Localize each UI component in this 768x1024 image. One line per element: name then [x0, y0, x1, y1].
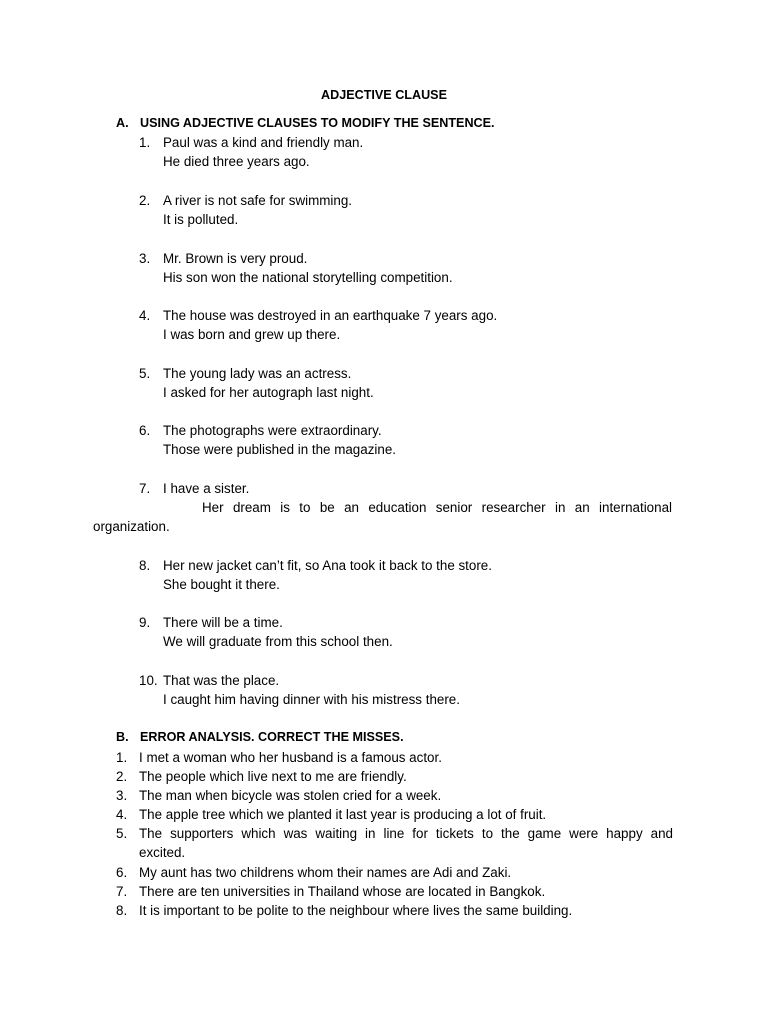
item-sentence-2: Those were published in the magazine. [163, 442, 396, 457]
item-sentence: The apple tree which we planted it last year is producing a lot of fruit. [139, 807, 547, 822]
section-a-heading [116, 116, 495, 130]
item-number: 7. [116, 884, 128, 899]
item-number: 6. [139, 423, 151, 438]
item-number: 8. [116, 903, 128, 918]
item-sentence-2: I caught him having dinner with his mistress there. [163, 692, 460, 707]
item-sentence: It is important to be polite to the neighbour where lives the same building. [139, 903, 573, 918]
item-sentence-2: I was born and grew up there. [163, 327, 341, 342]
item-sentence-continued: excited. [139, 845, 186, 860]
section-a-heading-text: USING ADJECTIVE CLAUSES TO MODIFY THE SENTENCE. [140, 116, 495, 130]
item-number: 9. [139, 615, 151, 630]
item-number: 1. [116, 750, 128, 765]
section-b-letter: B. [116, 730, 129, 744]
item-sentence-1: The house was destroyed in an earthquake 7 years ago. [163, 308, 498, 323]
item-sentence-1: That was the place. [163, 673, 280, 688]
item-number: 2. [139, 193, 151, 208]
item-sentence-1: A river is not safe for swimming. [163, 193, 353, 208]
item-sentence-2-continued: organization. [93, 519, 170, 534]
item-number: 2. [116, 769, 128, 784]
section-b-heading-text: ERROR ANALYSIS. CORRECT THE MISSES. [140, 730, 404, 744]
item-sentence-1: I have a sister. [163, 481, 250, 496]
item-number: 3. [116, 788, 128, 803]
item-sentence-2: Her dream is to be an education senior researcher in an international [202, 500, 672, 515]
item-sentence-2: We will graduate from this school then. [163, 634, 393, 649]
item-number: 7. [139, 481, 151, 496]
item-sentence: My aunt has two childrens whom their names are Adi and Zaki. [139, 865, 512, 880]
item-sentence: There are ten universities in Thailand whose are located in Bangkok. [139, 884, 546, 899]
item-sentence-2: I asked for her autograph last night. [163, 385, 374, 400]
item-sentence-1: The young lady was an actress. [163, 366, 352, 381]
item-number: 4. [139, 308, 151, 323]
item-sentence-1: Her new jacket can’t fit, so Ana took it back to the store. [163, 558, 492, 573]
document-title: ADJECTIVE CLAUSE [321, 88, 447, 102]
item-sentence-1: Paul was a kind and friendly man. [163, 135, 364, 150]
item-sentence-2: He died three years ago. [163, 154, 310, 169]
item-sentence-1: Mr. Brown is very proud. [163, 251, 308, 266]
item-number: 8. [139, 558, 151, 573]
item-number: 6. [116, 865, 128, 880]
item-sentence: The people which live next to me are friendly. [139, 769, 407, 784]
item-sentence-1: There will be a time. [163, 615, 283, 630]
section-b-heading [116, 730, 404, 744]
item-number: 3. [139, 251, 151, 266]
item-sentence-1: The photographs were extraordinary. [163, 423, 382, 438]
item-sentence-2: It is polluted. [163, 212, 239, 227]
item-sentence: The man when bicycle was stolen cried for a week. [139, 788, 442, 803]
item-sentence-2: His son won the national storytelling competition. [163, 270, 453, 285]
item-number: 4. [116, 807, 128, 822]
section-a-letter: A. [116, 116, 129, 130]
item-number: 10. [139, 673, 158, 688]
item-sentence-2: She bought it there. [163, 577, 280, 592]
item-number: 1. [139, 135, 151, 150]
item-sentence: The supporters which was waiting in line for tickets to the game were happy and [139, 826, 673, 841]
item-sentence: I met a woman who her husband is a famous actor. [139, 750, 442, 765]
item-number: 5. [139, 366, 151, 381]
item-number: 5. [116, 826, 128, 841]
